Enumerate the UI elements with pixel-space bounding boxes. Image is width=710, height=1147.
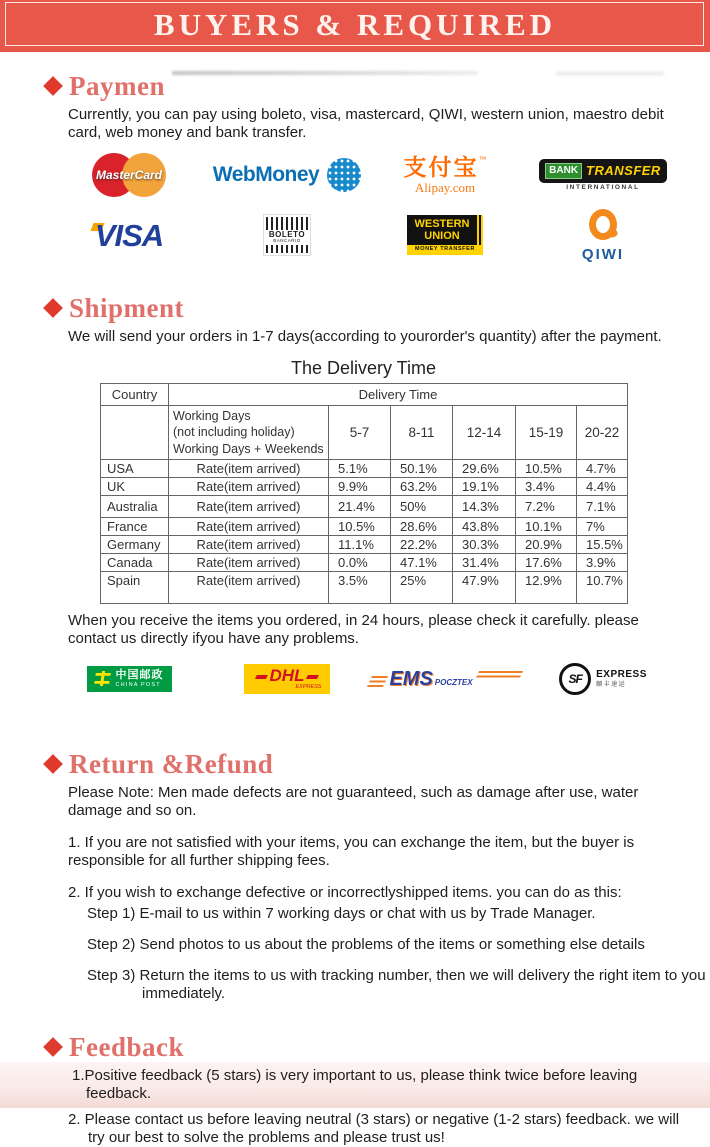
qiwi-q-mark [589,209,617,240]
mastercard-logo-icon [92,152,166,198]
rate-cell: 50% [391,495,453,517]
rate-cell: 17.6% [516,553,577,571]
boleto-barcode-top [266,217,308,230]
dhl-logo-icon [244,656,331,702]
rate-cell: 20.9% [516,535,577,553]
rate-label-cell: Rate(item arrived) [169,517,329,535]
diamond-bullet-icon [43,76,63,96]
rate-cell: 31.4% [453,553,516,571]
rate-cell: 28.6% [391,517,453,535]
qiwi-label: QIWI [581,245,625,263]
rate-cell: 11.1% [329,535,391,553]
rate-label-cell: Rate(item arrived) [169,553,329,571]
country-cell: USA [101,459,169,477]
china-post-logo-icon [87,656,172,702]
boleto-barcode-bottom [266,245,308,253]
day-range-cell: 8-11 [391,406,453,460]
webmoney-globe-icon [327,158,361,192]
rate-label-cell: Rate(item arrived) [169,571,329,603]
working-days-line2: (not including holiday) [173,425,295,440]
table-row [101,495,628,517]
shipment-section-title: Shipment [69,293,185,323]
working-days-cell [169,406,329,460]
country-cell: Germany [101,535,169,553]
return-section-title: Return &Refund [69,748,274,779]
banner [0,0,710,52]
payment-intro-text: Currently, you can pay using boleto, visa, mastercard, QIWI, western union, maestro debit card, web money and bank transfer. [68,106,664,141]
country-header: Country [101,384,169,406]
ems-speed-lines-icon [474,671,522,680]
sf-express-logo-icon [559,656,647,702]
feedback-section-header [46,1031,710,1063]
table-header-row [101,384,628,406]
rate-cell: 5.1% [329,459,391,477]
rate-cell: 19.1% [453,477,516,495]
boleto-sublabel: BANCARIO [273,238,301,244]
sf-circle-mark: SF [559,663,591,695]
ems-logo-icon [369,656,520,702]
ems-speed-lines-icon [366,676,388,689]
working-days-line1: Working Days [173,409,251,423]
webmoney-logo-icon [213,152,361,198]
ems-label: EMS [389,667,433,690]
rate-cell: 22.2% [391,535,453,553]
rate-cell: 7.2% [516,495,577,517]
rate-cell: 63.2% [391,477,453,495]
day-range-cell: 20-22 [577,406,628,460]
diamond-bullet-icon [43,754,63,774]
return-section-header [46,748,710,780]
western-union-logo-icon [407,212,483,258]
country-cell: France [101,517,169,535]
rate-cell: 3.5% [329,571,391,603]
china-post-emblem-icon [93,671,110,686]
webmoney-label: WebMoney [212,163,320,186]
qiwi-logo-icon [581,212,625,263]
delivery-time-header: Delivery Time [169,384,628,406]
alipay-cn-label: 支付宝 [403,154,479,180]
western-union-line1: WESTERN [414,218,470,231]
rate-label-cell: Rate(item arrived) [169,477,329,495]
alipay-tm: ™ [478,155,487,164]
boleto-logo-icon [263,212,311,258]
day-range-cell: 15-19 [516,406,577,460]
table-row [101,571,628,603]
rate-cell: 25% [391,571,453,603]
western-union-strip-label: MONEY TRANSFER [407,245,483,255]
country-cell: UK [101,477,169,495]
feedback-item1-text: 1.Positive feedback (5 stars) is very important to us, please think twice before leaving feedback. [72,1066,638,1102]
country-cell: Canada [101,553,169,571]
section-return-refund [0,748,710,1003]
rate-cell: 4.7% [577,459,628,477]
return-note-text: Please Note: Men made defects are not guaranteed, such as damage after use, water damage and so on. [68,783,639,819]
bank-transfer-logo-icon [539,152,667,198]
visa-label: VISA [94,217,164,253]
country-cell: Spain [101,571,169,603]
dhl-label: DHL [253,667,322,684]
rate-cell: 7% [577,517,628,535]
sf-cn-label: 顺丰速运 [596,681,627,688]
bank-transfer-bank-label: BANK [545,163,582,179]
rate-cell: 10.7% [577,571,628,603]
rate-cell: 12.9% [516,571,577,603]
alipay-logo-icon [404,152,487,198]
return-step3-text: Step 3) Return the items to us with tracking number, then we will delivery the right item to you immediately. [87,966,706,1002]
rate-cell: 7.1% [577,495,628,517]
rate-cell: 30.3% [453,535,516,553]
boleto-label: BOLETO [268,230,306,240]
rate-label-cell: Rate(item arrived) [169,495,329,517]
rate-label-cell: Rate(item arrived) [169,459,329,477]
working-days-line3: Working Days + Weekends [173,441,324,456]
ems-sublabel: POCZTEX [434,677,473,687]
day-range-cell: 12-14 [453,406,516,460]
delivery-time-table [100,383,628,604]
delivery-table-title: The Delivery Time [290,358,437,378]
diamond-bullet-icon [43,298,63,318]
shipment-outro-text: When you receive the items you ordered, in 24 hours, please check it carefully. please contact us directly ifyou have any problems. [68,611,639,647]
payment-section-header [46,70,710,102]
dhl-sublabel: EXPRESS [295,684,322,690]
table-row [101,459,628,477]
diamond-bullet-icon [43,1037,63,1057]
return-step2-text: Step 2) Send photos to us about the problems of the items or something else details [87,935,645,953]
section-payment [0,70,710,263]
rate-cell: 10.1% [516,517,577,535]
payment-section-title: Paymen [69,71,165,101]
rate-cell: 3.9% [577,553,628,571]
return-item1-text: 1. If you are not satisfied with your items, you can exchange the item, but the buyer is responsible for all further shipping fees. [68,833,635,869]
rate-cell: 0.0% [329,553,391,571]
rate-cell: 3.4% [516,477,577,495]
rate-cell: 10.5% [329,517,391,535]
feedback-item2-text: 2. Please contact us before leaving neutral (3 stars) or negative (1-2 stars) feedback. we will try our best to solve the problems and please trust us! [68,1110,680,1146]
rate-cell: 10.5% [516,459,577,477]
return-item2-intro-text: 2. If you wish to exchange defective or incorrectlyshipped items. you can do as this: [68,883,622,901]
rate-label-cell: Rate(item arrived) [169,535,329,553]
china-post-en-label: CHINA POST [115,681,161,688]
sf-express-label: EXPRESS [596,668,647,680]
country-cell: Australia [101,495,169,517]
shipment-section-header [46,292,710,324]
rate-cell: 4.4% [577,477,628,495]
table-row [101,517,628,535]
table-row [101,553,628,571]
table-row [101,535,628,553]
section-shipment [0,292,710,702]
feedback-section-title: Feedback [69,1031,184,1062]
empty-cell [101,406,169,460]
rate-cell: 29.6% [453,459,516,477]
rate-cell: 21.4% [329,495,391,517]
banner-title: BUYERS & REQUIRED [153,7,557,42]
rate-cell: 15.5% [577,535,628,553]
rate-cell: 14.3% [453,495,516,517]
return-step1-text: Step 1) E-mail to us within 7 working days or chat with us by Trade Manager. [87,904,596,922]
section-feedback [0,1031,710,1147]
bank-transfer-transfer-label: TRANSFER [586,163,661,179]
china-post-cn-label: 中国邮政 [115,668,164,681]
carriers-grid [50,656,710,702]
mastercard-label: MasterCard [95,168,163,182]
alipay-en-label: Alipay.com [414,180,476,195]
rate-cell: 47.1% [391,553,453,571]
table-subheader-row [101,406,628,460]
western-union-line2: UNION [424,230,460,243]
rate-cell: 9.9% [329,477,391,495]
rate-cell: 50.1% [391,459,453,477]
shipment-intro-text: We will send your orders in 1-7 days(according to yourorder's quantity) after the payment. [68,328,662,345]
rate-cell: 43.8% [453,517,516,535]
payment-methods-grid [50,152,710,263]
rate-cell: 47.9% [453,571,516,603]
bank-transfer-intl-label: INTERNATIONAL [566,183,640,191]
table-row [101,477,628,495]
visa-logo-icon [95,212,163,258]
day-range-cell: 5-7 [329,406,391,460]
